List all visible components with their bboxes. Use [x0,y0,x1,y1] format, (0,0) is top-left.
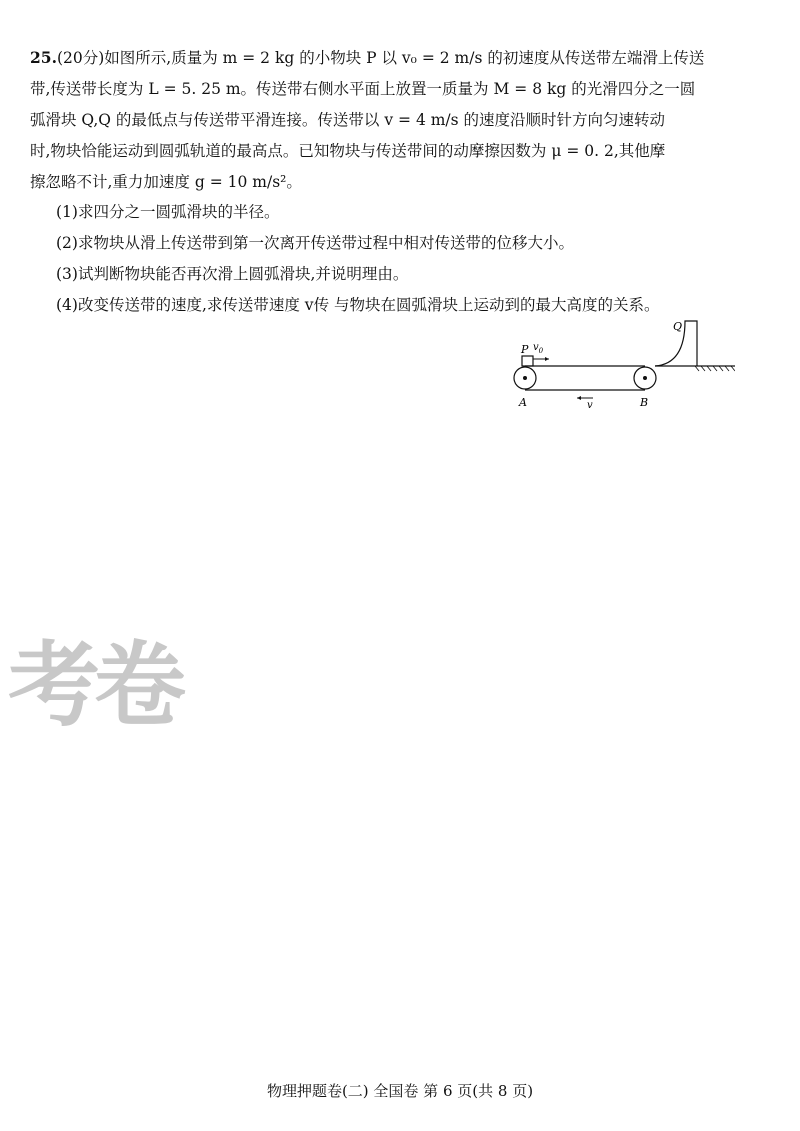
label-p: P [521,343,529,356]
problem-number: 25. [30,48,57,67]
ground-hatch [695,366,735,371]
problem-line-2: 带,传送带长度为 L = 5. 25 m。传送带右侧水平面上放置一质量为 M = 8 kg 的光滑四分之一圆 [30,80,696,98]
question-3: (3)试判断物块能否再次滑上圆弧滑块,并说明理由。 [56,265,409,283]
v-arrow-icon [577,396,581,400]
v0-arrow-icon [545,357,549,361]
block-p [522,356,533,366]
conveyor-diagram [505,316,735,416]
label-v0: $v_0$ [533,342,544,355]
problem-line-1: 25.(20分)如图所示,质量为 m = 2 kg 的小物块 P 以 v₀ = 2 m/s 的初速度从传送带左端滑上传送 [30,48,705,67]
label-a: A [519,396,527,409]
question-2: (2)求物块从滑上传送带到第一次离开传送带过程中相对传送带的位移大小。 [56,234,574,252]
question-1: (1)求四分之一圆弧滑块的半径。 [56,203,280,221]
problem-line-5: 擦忽略不计,重力加速度 g = 10 m/s²。 [30,173,302,191]
label-q: Q [673,320,683,333]
watermark: 考卷 [8,632,181,739]
question-4: (4)改变传送带的速度,求传送带速度 v传 与物块在圆弧滑块上运动到的最大高度的关系。 [56,296,660,314]
page-footer: 物理押题卷(二) 全国卷 第 6 页(共 8 页) [266,1082,534,1100]
problem-line-4: 时,物块恰能运动到圆弧轨道的最高点。已知物块与传送带间的动摩擦因数为 μ = 0. 2,其他摩 [30,142,666,160]
problem-25 [30,42,770,198]
problem-line-3: 弧滑块 Q,Q 的最低点与传送带平滑连接。传送带以 v = 4 m/s 的速度沿顺时针方向匀速转动 [30,111,666,129]
label-v: v [587,400,593,411]
label-b: B [640,396,649,409]
